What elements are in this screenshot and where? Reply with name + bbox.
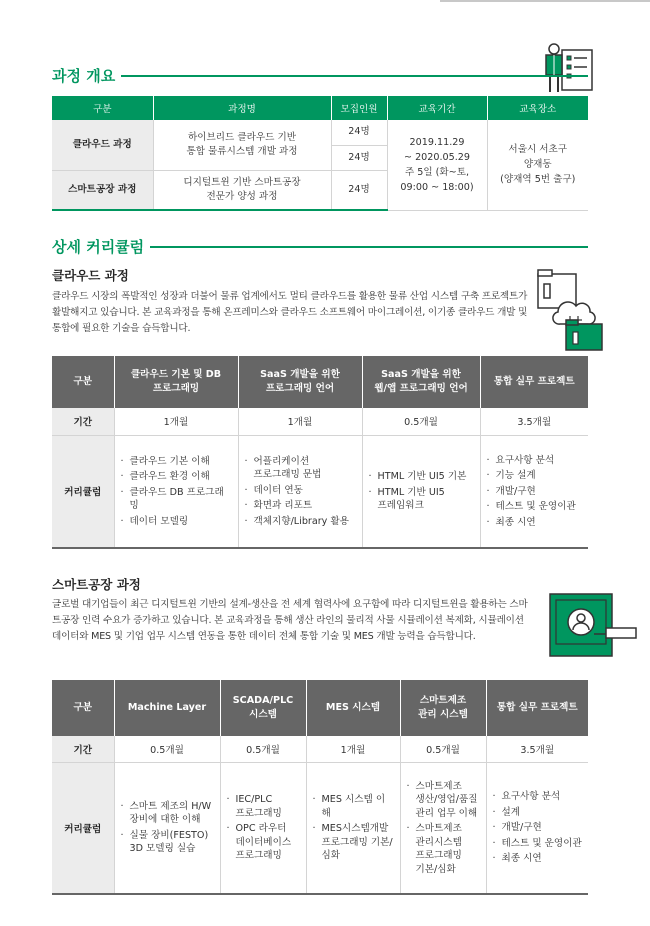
factory-course-title: 스마트공장 과정	[52, 577, 141, 592]
overview-header-row	[52, 96, 588, 120]
overview-section-title	[52, 65, 588, 86]
cloud-course-description: 클라우드 시장의 폭발적인 성장과 더불어 물류 업계에서도 멀티 클라우드를 활용한 물류 산업 시스템 구축 프로젝트가 활발해지고 있습니다. 본 교육과정을 통해 온프레미스와 클라우드 소프트웨어 마이그레이션, 이기종 클라우드 개발 및 통합에 필요한 기술을 습득합니다.	[52, 291, 528, 334]
header-cell: Machine Layer	[114, 680, 220, 736]
cloud-curriculum-table	[52, 356, 588, 549]
curriculum-cell	[480, 435, 588, 548]
period-cell: 0.5개월	[114, 736, 220, 762]
cloud-folders-icon	[536, 268, 606, 352]
period-cell: 0.5개월	[362, 408, 480, 435]
list-item: · 클라우드 환경 이해	[121, 470, 232, 484]
curriculum-cell	[114, 762, 220, 894]
list-item: · 테스트 및 운영이관	[487, 500, 583, 514]
list-item: · 최종 시연	[493, 852, 583, 866]
curriculum-cell	[238, 435, 362, 548]
curriculum-label-cell: 커리큘럼	[52, 762, 114, 894]
list-item: · 요구사항 분석	[487, 454, 583, 468]
header-cell: 모집인원	[331, 96, 387, 120]
list-item: · 스마트제조 생산/영업/품질 관리 업무 이해	[407, 780, 480, 821]
list-item: · 실물 장비(FESTO) 3D 모델링 실습	[121, 829, 214, 856]
list-item: · MES 시스템 이해	[313, 793, 394, 820]
cloud-count-cell: 24명	[331, 120, 387, 145]
list-item: · 개발/구현	[493, 821, 583, 835]
period-row	[52, 736, 588, 762]
cloud-header-row	[52, 356, 588, 408]
list-item: · 스마트 제조의 H/W 장비에 대한 이해	[121, 800, 214, 827]
monitor-user-icon	[548, 592, 638, 664]
header-cell: SaaS 개발을 위한 웹/앱 프로그래밍 언어	[362, 356, 480, 408]
detail-section-title	[52, 236, 588, 257]
list-item: · 기능 설계	[487, 469, 583, 483]
list-item: · 객체지향/Library 활용	[245, 515, 356, 529]
top-divider	[440, 0, 650, 2]
header-cell: 교육기간	[387, 96, 487, 120]
list-item: · MES시스템개발 프로그래밍 기본/ 심화	[313, 822, 394, 863]
header-cell: 과정명	[153, 96, 331, 120]
header-cell: 교육장소	[487, 96, 588, 120]
header-cell: 구분	[52, 96, 153, 120]
title-rule	[150, 246, 588, 248]
header-cell: 구분	[52, 680, 114, 736]
curriculum-row	[52, 762, 588, 894]
period-cell: 2019.11.29 ~ 2020.05.29 주 5일 (화~토, 09:00 ~ 18:00)	[387, 120, 487, 210]
list-item: · IEC/PLC 프로그래밍	[227, 793, 300, 820]
list-item: · 클라우드 기본 이해	[121, 455, 232, 469]
header-cell: 통합 실무 프로젝트	[480, 356, 588, 408]
header-cell: MES 시스템	[306, 680, 400, 736]
table-row	[52, 120, 588, 145]
curriculum-label-cell: 커리큘럼	[52, 435, 114, 548]
list-item: · 최종 시연	[487, 516, 583, 530]
cloud-category-cell: 클라우드 과정	[52, 120, 153, 170]
factory-header-row	[52, 680, 588, 736]
list-item: · 화면과 리포트	[245, 499, 356, 513]
curriculum-cell	[486, 762, 588, 894]
cloud-course-cell: 하이브리드 클라우드 기반 통합 물류시스템 개발 과정	[153, 120, 331, 170]
title-rule	[121, 75, 588, 77]
curriculum-cell	[400, 762, 486, 894]
header-cell: 통합 실무 프로젝트	[486, 680, 588, 736]
period-label-cell: 기간	[52, 408, 114, 435]
period-row	[52, 408, 588, 435]
curriculum-cell	[362, 435, 480, 548]
period-cell: 1개월	[238, 408, 362, 435]
list-item: · 어플리케이션 프로그래밍 문법	[245, 455, 356, 482]
list-item: · OPC 라우터 데이터베이스 프로그래밍	[227, 822, 300, 863]
overview-title-text: 과정 개요	[52, 67, 116, 85]
list-item: · 스마트제조 관리시스템 프로그래밍 기본/심화	[407, 822, 480, 876]
period-label-cell: 기간	[52, 736, 114, 762]
list-item: · 데이터 연동	[245, 484, 356, 498]
factory-count-cell: 24명	[331, 170, 387, 210]
list-item: · 데이터 모델링	[121, 515, 232, 529]
cloud-course-title: 클라우드 과정	[52, 268, 129, 283]
list-item: · HTML 기반 UI5 기본	[369, 470, 474, 484]
period-cell: 1개월	[306, 736, 400, 762]
detail-title-text: 상세 커리큘럼	[52, 238, 145, 256]
period-cell: 3.5개월	[480, 408, 588, 435]
header-cell: 스마트제조 관리 시스템	[400, 680, 486, 736]
list-item: · 클라우드 DB 프로그래밍	[121, 486, 232, 513]
curriculum-cell	[306, 762, 400, 894]
list-item: · 개발/구현	[487, 485, 583, 499]
header-cell: SaaS 개발을 위한 프로그래밍 언어	[238, 356, 362, 408]
factory-curriculum-table	[52, 680, 588, 895]
period-cell: 0.5개월	[220, 736, 306, 762]
factory-category-cell: 스마트공장 과정	[52, 170, 153, 210]
curriculum-cell	[114, 435, 238, 548]
header-cell: 클라우드 기본 및 DB 프로그래밍	[114, 356, 238, 408]
cloud-count-cell: 24명	[331, 145, 387, 170]
place-cell: 서울시 서초구 양재동 (양재역 5번 출구)	[487, 120, 588, 210]
list-item: · 테스트 및 운영이관	[493, 837, 583, 851]
header-cell: 구분	[52, 356, 114, 408]
list-item: · 요구사항 분석	[493, 790, 583, 804]
overview-table	[52, 96, 588, 211]
period-cell: 1개월	[114, 408, 238, 435]
header-cell: SCADA/PLC 시스템	[220, 680, 306, 736]
curriculum-cell	[220, 762, 306, 894]
factory-course-description: 글로벌 대기업들이 최근 디지털트윈 기반의 설계-생산을 전 세계 협력사에 요구함에 따라 디지털트윈을 활용하는 스마트공장 인력 수요가 증가하고 있습니다. 본 교육과정을 통해 생산 라인의 물리적 사물 시뮬레이션 복제화, 시뮬레이션 데이터와 MES 및 기업 업무 시스템 연동을 통한 데이터 전체 통합 기술 및 MES 개발 능력을 습득합니다.	[52, 599, 528, 642]
factory-course-cell: 디지털트윈 기반 스마트공장 전문가 양성 과정	[153, 170, 331, 210]
curriculum-row	[52, 435, 588, 548]
period-cell: 3.5개월	[486, 736, 588, 762]
period-cell: 0.5개월	[400, 736, 486, 762]
list-item: · 설계	[493, 806, 583, 820]
list-item: · HTML 기반 UI5 프레임워크	[369, 486, 474, 513]
